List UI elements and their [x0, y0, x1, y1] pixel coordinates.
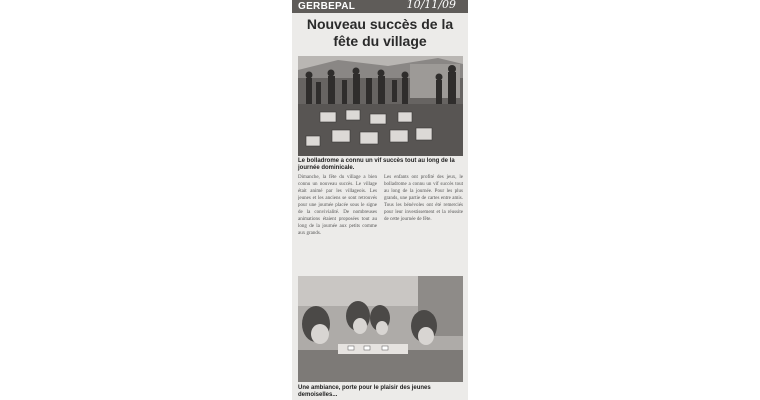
article-column-right: Les enfants ont profité des jeux, le bolladrome a connu un vif succès tout au long de la journée. Pour les plus grands, une partie de cartes entre amis. Tous les bénévoles ont été remerciés pour leur investissement et la réussite de cette journée de fête. [384, 175, 463, 222]
card-game-photo [298, 276, 463, 382]
village-fete-photo-drawing [298, 56, 463, 156]
newspaper-clipping [292, 0, 468, 400]
section-band [292, 0, 468, 13]
village-fete-photo [298, 56, 463, 156]
card-game-photo-drawing [298, 276, 463, 382]
photo1-caption: Le bolladrome a connu un vif succès tout au long de la journée dominicale. [298, 158, 455, 171]
handwritten-date: 10/11/09 [406, 0, 456, 11]
article-body [298, 174, 463, 272]
article-column-left: Dimanche, la fête du village a bien connu un nouveau succès. Le village était animé par les villageois. Les jeunes et les anciens se sont retrouvés pour une journée placée sous le signe de la convivialité. De nombreuses animations étaient proposées tout au long de la journée aux petits comme aux grands. [298, 175, 377, 236]
section-name: GERBEPAL [298, 1, 356, 12]
photo2-caption: Une ambiance, porte pour le plaisir des jeunes demoiselles... [298, 385, 431, 398]
headline: Nouveau succès de la fête du village [306, 16, 454, 49]
